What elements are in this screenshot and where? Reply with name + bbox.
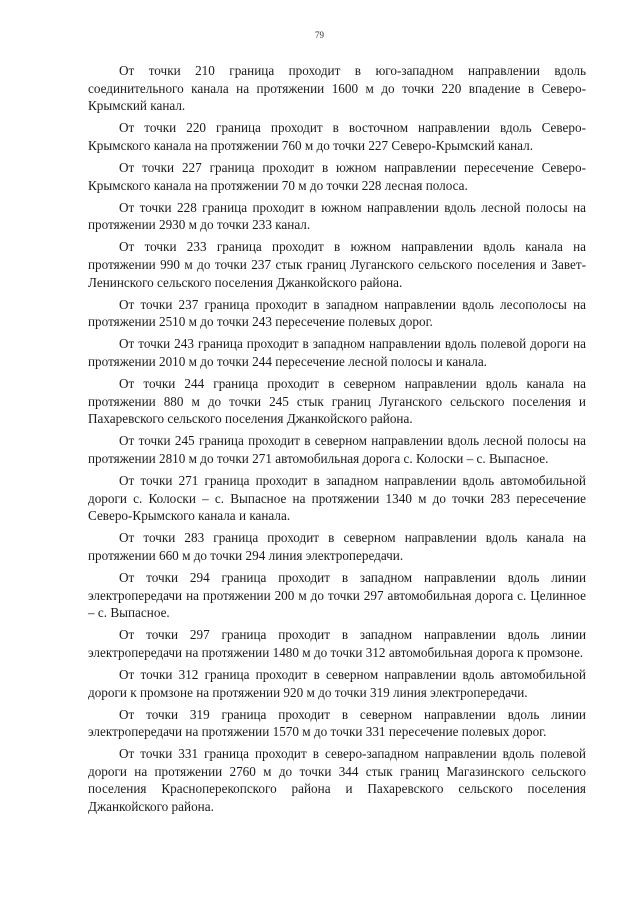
paragraph: От точки 294 граница проходит в западном направлении вдоль линии электропередачи на протяжении 200 м до точки 297 автомобильная дорога с. Целинное – с. Выпасное.	[88, 569, 586, 621]
paragraph: От точки 233 граница проходит в южном направлении вдоль канала на протяжении 990 м до точки 237 стык границ Луганского сельского поселения и Завет-Ленинского сельского поселения Джанкойского района.	[88, 239, 586, 290]
paragraph: От точки 271 граница проходит в западном направлении вдоль автомобильной дороги с. Колоски – с. Выпасное на протяжении 1340 м до точки 283 пересечение Северо-Крымского канала и канала.	[88, 472, 586, 524]
paragraph: От точки 237 граница проходит в западном направлении вдоль лесополосы на протяжении 2510 м до точки 243 пересечение полевых дорог.	[88, 296, 586, 330]
paragraph: От точки 243 граница проходит в западном направлении вдоль полевой дороги на протяжении 2010 м до точки 244 пересечение лесной полосы и канала.	[88, 336, 586, 369]
paragraph: От точки 319 граница проходит в северном направлении вдоль линии электропередачи на протяжении 1570 м до точки 331 пересечение полевых дорог.	[88, 706, 586, 740]
paragraph: От точки 210 граница проходит в юго-западном направлении вдоль соединительного канала на протяжении 1600 м до точки 220 впадение в Северо-Крымский канал.	[88, 63, 586, 114]
page-number: 79	[315, 30, 324, 40]
paragraph: От точки 228 граница проходит в южном направлении вдоль лесной полосы на протяжении 2930 м до точки 233 канал.	[88, 199, 586, 233]
paragraph: От точки 283 граница проходит в северном направлении вдоль канала на протяжении 660 м до точки 294 линия электропередачи.	[88, 530, 586, 563]
paragraph: От точки 227 граница проходит в южном направлении пересечение Северо-Крымского канала на протяжении 70 м до точки 228 лесная полоса.	[88, 159, 586, 193]
paragraph: От точки 312 граница проходит в северном направлении вдоль автомобильной дороги к промзоне на протяжении 920 м до точки 319 линия электропередачи.	[88, 666, 586, 700]
paragraph: От точки 244 граница проходит в северном направлении вдоль канала на протяжении 880 м до точки 245 стык границ Луганского сельского поселения и Пахаревского сельского поселения Джанкойского района.	[88, 376, 586, 427]
paragraph: От точки 297 граница проходит в западном направлении вдоль линии электропередачи на протяжении 1480 м до точки 312 автомобильная дорога к промзоне.	[88, 627, 586, 660]
paragraph: От точки 220 граница проходит в восточном направлении вдоль Северо-Крымского канала на протяжении 760 м до точки 227 Северо-Крымский канал.	[88, 120, 586, 153]
paragraph: От точки 245 граница проходит в северном направлении вдоль лесной полосы на протяжении 2810 м до точки 271 автомобильная дорога с. Колоски – с. Выпасное.	[88, 433, 586, 466]
paragraph: От точки 331 граница проходит в северо-западном направлении вдоль полевой дороги на протяжении 2760 м до точки 344 стык границ Магазинского сельского поселения Красноперекопского района и Пахаревского сельского поселения Джанкойского района.	[88, 746, 586, 815]
document-body	[88, 62, 586, 820]
